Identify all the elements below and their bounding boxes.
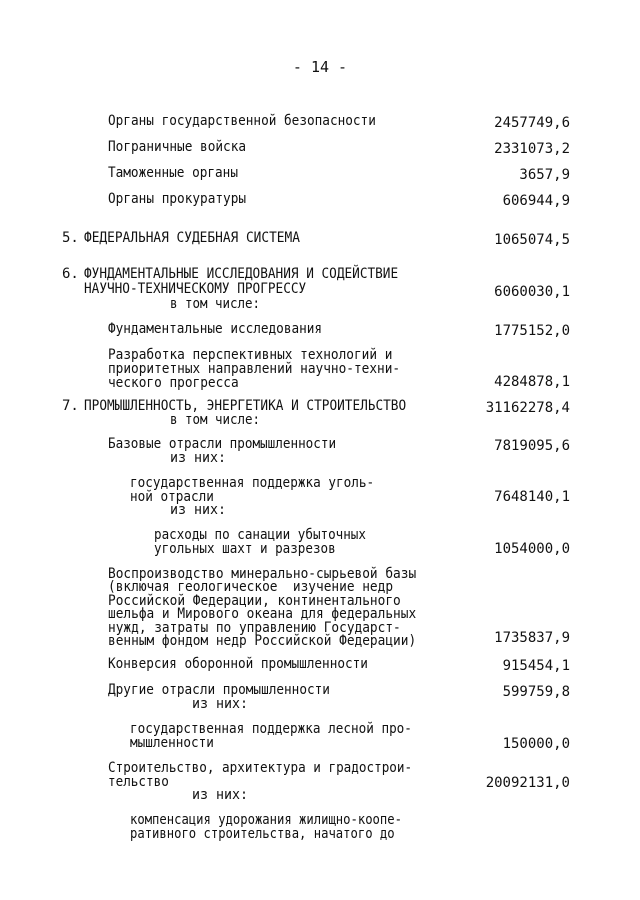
row-value: 1065074,5 xyxy=(494,232,570,248)
row-value: 31162278,4 xyxy=(485,400,570,416)
row-text-line: ческого прогресса xyxy=(108,375,239,391)
row-value: 2457749,6 xyxy=(494,115,570,131)
row-text-line: венным фондом недр Российской Федерации) xyxy=(108,633,417,649)
row-text-line: Строительство, архитектура и градострои- xyxy=(108,760,413,776)
row-value: 2331073,2 xyxy=(494,141,570,157)
row-text-line: Разработка перспективных технологий и xyxy=(108,347,393,363)
row-text-line: нужд, затраты по управлению Государст- xyxy=(108,619,401,636)
page-number: - 14 - xyxy=(292,58,348,76)
row-text-line: Другие отрасли промышленности xyxy=(108,682,330,698)
row-text-line: государственная поддержка уголь- xyxy=(130,475,375,491)
row-text-line: из них: xyxy=(192,787,249,803)
row-text-line: в том числе: xyxy=(170,412,261,428)
row-text-line: из них: xyxy=(170,450,227,466)
row-text-line: Пограничные войска xyxy=(108,139,247,155)
row-value: 6060030,1 xyxy=(494,284,570,300)
row-text-line: шельфа и Мирового океана для федеральных xyxy=(108,606,417,623)
row-text-line: Органы государственной безопасности xyxy=(108,113,376,129)
row-value: 20092131,0 xyxy=(485,775,570,791)
row-value: 7819095,6 xyxy=(494,438,570,454)
row-text-line: компенсация удорожания жилищно-коопе- xyxy=(130,812,402,828)
row-value: 1054000,0 xyxy=(494,541,570,557)
row-text-line: ПРОМЫШЛЕННОСТЬ, ЭНЕРГЕТИКА И СТРОИТЕЛЬСТВО xyxy=(84,398,407,414)
row-value: 3657,9 xyxy=(519,167,570,183)
row-value: 915454,1 xyxy=(502,658,570,674)
row-text-line: НАУЧНО-ТЕХНИЧЕСКОМУ ПРОГРЕССУ xyxy=(84,281,307,297)
row-text-line: Органы прокуратуры xyxy=(108,191,247,207)
row-value: 599759,8 xyxy=(502,684,570,700)
row-text-line: Воспроизводство минерально-сырьевой базы xyxy=(108,566,417,582)
row-value: 4284878,1 xyxy=(494,374,570,390)
row-text-line: угольных шахт и разрезов xyxy=(154,541,336,557)
row-text-line: Фундаментальные исследования xyxy=(108,321,323,337)
row-text-line: из них: xyxy=(192,696,249,712)
row-text-line: Таможенные органы xyxy=(108,165,238,181)
row-text-line: из них: xyxy=(170,502,227,518)
row-value: 1775152,0 xyxy=(494,323,570,339)
row-text-line: ФЕДЕРАЛЬНАЯ СУДЕБНАЯ СИСТЕМА xyxy=(84,230,300,246)
row-text-line: Конверсия оборонной промышленности xyxy=(108,656,368,672)
row-text-line: ративного строительства, начатого до xyxy=(130,826,395,842)
row-text-line: (включая геологическое изучение недр xyxy=(108,579,394,596)
row-value: 7648140,1 xyxy=(494,489,570,505)
section-number: 7. xyxy=(62,398,79,414)
row-value: 606944,9 xyxy=(502,193,570,209)
row-text-line: тельство xyxy=(108,774,169,790)
row-text-line: Базовые отрасли промышленности xyxy=(108,436,337,452)
row-value: 1735837,9 xyxy=(494,630,570,646)
row-text-line: ной отрасли xyxy=(130,489,214,505)
row-value: 150000,0 xyxy=(502,736,570,752)
row-text-line: приоритетных направлений научно-техни- xyxy=(108,361,401,377)
row-text-line: мышленности xyxy=(130,735,214,751)
row-text-line: государственная поддержка лесной про- xyxy=(130,721,412,737)
section-number: 6. xyxy=(62,266,79,282)
row-text-line: ФУНДАМЕНТАЛЬНЫЕ ИССЛЕДОВАНИЯ И СОДЕЙСТВИЕ xyxy=(84,266,399,282)
section-number: 5. xyxy=(62,230,79,246)
row-text-line: в том числе: xyxy=(170,296,261,312)
row-text-line: расходы по санации убыточных xyxy=(154,527,366,543)
row-text-line: Российской Федерации, континентального xyxy=(108,592,401,609)
